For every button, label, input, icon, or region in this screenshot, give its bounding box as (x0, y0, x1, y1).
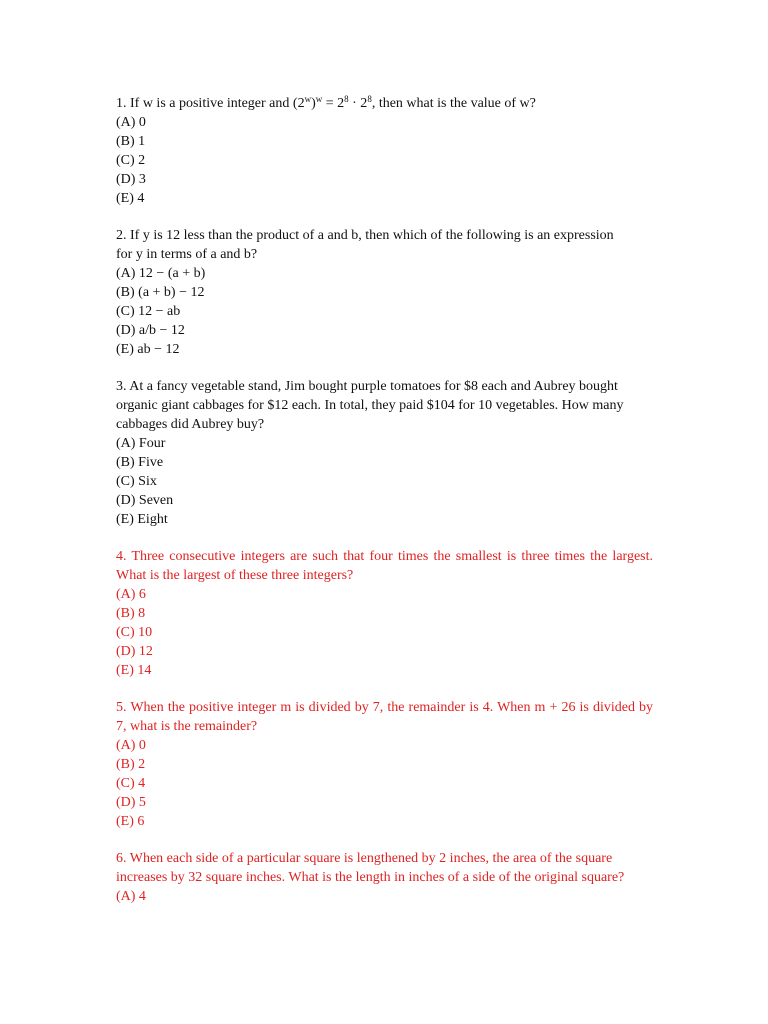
answer-option: (E) 14 (116, 663, 152, 678)
question-2-text: 2. If y is 12 less than the product of a and b, then which of the following is an expression for y in terms of a and b? (116, 228, 614, 262)
answer-option: (C) 4 (116, 776, 146, 791)
answer-option: (A) 0 (116, 115, 146, 130)
answer-option: (D) a/b − 12 (116, 323, 185, 338)
answer-option: (E) 6 (116, 814, 145, 829)
answer-option: (E) Eight (116, 512, 168, 527)
exponent: 8 (344, 94, 349, 104)
answer-option: (C) 12 − ab (116, 304, 181, 319)
question-5-number: 5. (116, 700, 127, 715)
question-5 (116, 698, 653, 831)
answer-option: (B) 2 (116, 757, 146, 772)
question-2-number: 2. (116, 228, 127, 243)
answer-option: (E) ab − 12 (116, 342, 180, 357)
exponent: 8 (367, 94, 372, 104)
answer-option: (D) 5 (116, 795, 146, 810)
question-4 (116, 547, 653, 680)
answer-option: (A) 12 − (a + b) (116, 266, 206, 281)
answer-option: (A) 0 (116, 738, 146, 753)
question-4-text: 4. Three consecutive integers are such that four times the smallest is three times the largest. What is the largest of these three integers? (116, 549, 653, 583)
answer-option: (E) 4 (116, 191, 145, 206)
question-1 (116, 94, 676, 208)
question-6-number: 6. (116, 851, 127, 866)
answer-option: (B) (a + b) − 12 (116, 285, 205, 300)
answer-option: (B) 1 (116, 134, 146, 149)
answer-option: (A) Four (116, 436, 166, 451)
question-4-number: 4. (116, 549, 127, 564)
question-5-text: 5. When the positive integer m is divided by 7, the remainder is 4. When m + 26 is divided by 7, what is the remainder? (116, 700, 654, 734)
answer-option: (C) Six (116, 474, 157, 489)
exponent: w (315, 94, 323, 104)
question-3-number: 3. (116, 379, 127, 394)
question-2 (116, 226, 616, 359)
answer-option: (A) 4 (116, 889, 146, 904)
answer-option: (C) 2 (116, 153, 146, 168)
question-1-text: 1. If w is a positive integer and $(2^w)^w = 2^8 \cdot 2^8$, then what is the value of w? (116, 94, 536, 111)
question-3 (116, 377, 631, 529)
document-page (116, 94, 676, 924)
answer-option: (A) 6 (116, 587, 146, 602)
answer-option: (D) 12 (116, 644, 153, 659)
answer-option: (D) Seven (116, 493, 174, 508)
exponent: w (304, 94, 312, 104)
answer-option: (B) Five (116, 455, 164, 470)
question-6 (116, 849, 631, 906)
answer-option: (B) 8 (116, 606, 146, 621)
answer-option: (D) 3 (116, 172, 146, 187)
question-6-text: 6. When each side of a particular square is lengthened by 2 inches, the area of the square increases by 32 square inches. What is the length in inches of a side of the original square? (116, 851, 625, 885)
question-3-text: 3. At a fancy vegetable stand, Jim bought purple tomatoes for $8 each and Aubrey bought organic giant cabbages for $12 each. In total, they paid $104 for 10 vegetables. How many cabbages did Aubrey buy? (116, 379, 624, 432)
question-1-number: 1. (116, 96, 127, 111)
answer-option: (C) 10 (116, 625, 153, 640)
